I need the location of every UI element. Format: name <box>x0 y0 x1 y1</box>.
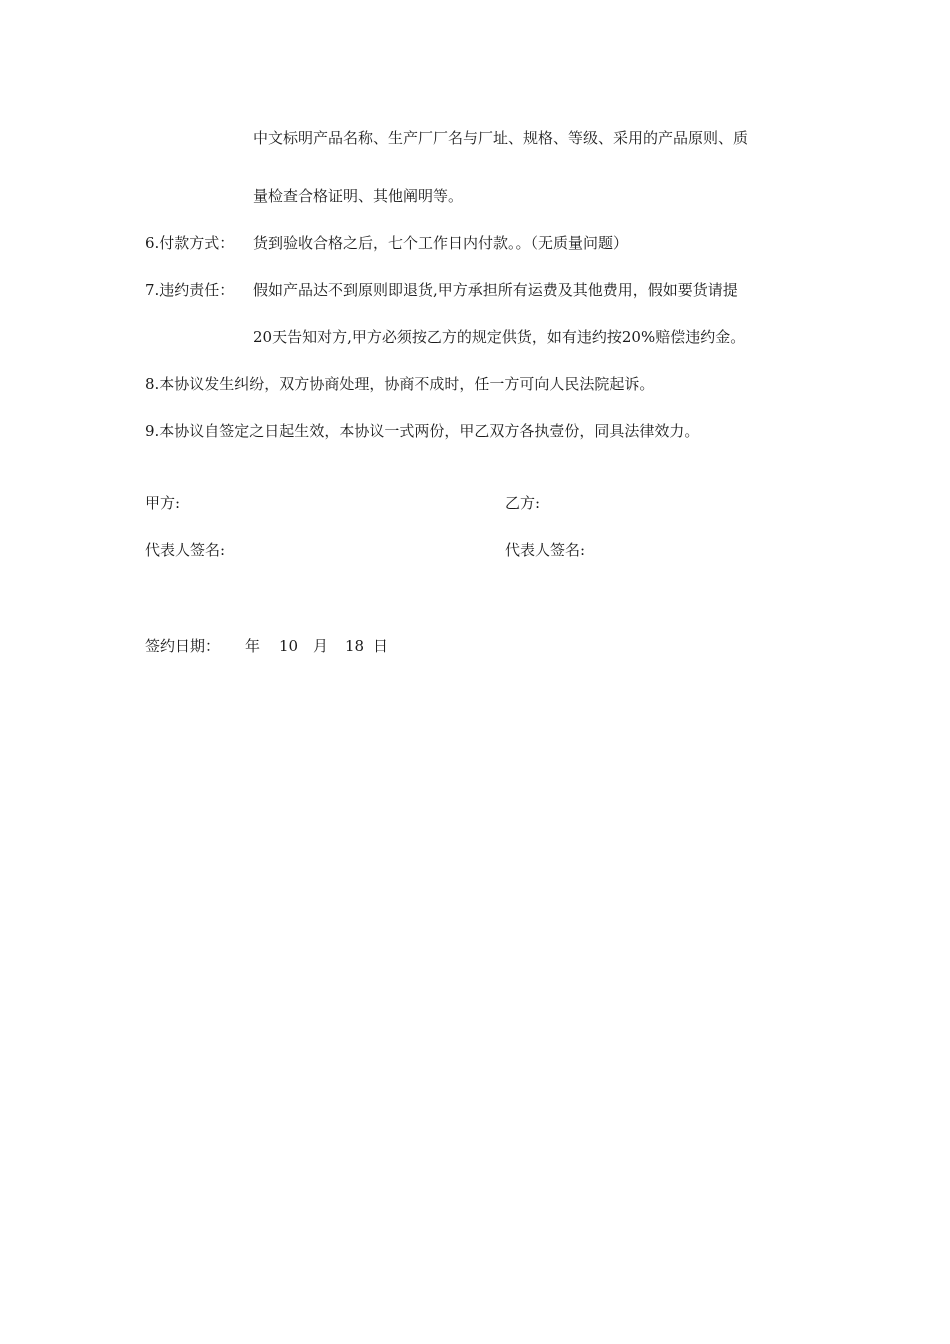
clause7 <box>145 280 738 300</box>
signing-date-month-unit: 月 <box>313 637 329 655</box>
clause5-continuation-line1: 中文标明产品名称、生产厂厂名与厂址、规格、等级、采用的产品原则、质 <box>253 129 749 147</box>
party-a-label: 甲方: <box>145 494 181 512</box>
clause6-text: 货到验收合格之后，七个工作日内付款。。（无质量问题） <box>253 234 629 252</box>
clause7-text-line1: 假如产品达不到原则即退货,甲方承担所有运费及其他费用，假如要货请提 <box>253 281 738 299</box>
party-b-label: 乙方: <box>505 494 541 512</box>
clause6-label: 6.付款方式： <box>145 234 235 252</box>
clause9: 9.本协议自签定之日起生效，本协议一式两份，甲乙双方各执壹份，同具法律效力。 <box>145 422 700 440</box>
clause5-continuation-line2: 量检查合格证明、其他阐明等。 <box>253 187 464 205</box>
representative-a-signature-label: 代表人签名: <box>145 541 226 559</box>
signing-date-label: 签约日期： <box>145 637 221 655</box>
clause8: 8.本协议发生纠纷，双方协商处理，协商不成时，任一方可向人民法院起诉。 <box>145 375 655 393</box>
signing-date-day-unit: 日 <box>373 637 389 655</box>
signing-date-day: 18 <box>345 637 365 655</box>
signing-date <box>145 636 388 656</box>
clause7-label: 7.违约责任： <box>145 281 235 299</box>
clause7-text-line2: 20天告知对方,甲方必须按乙方的规定供货，如有违约按20%赔偿违约金。 <box>253 328 746 346</box>
signing-date-year-unit: 年 <box>245 637 261 655</box>
signing-date-month: 10 <box>279 637 299 655</box>
representative-b-signature-label: 代表人签名: <box>505 541 586 559</box>
clause6 <box>145 233 628 253</box>
